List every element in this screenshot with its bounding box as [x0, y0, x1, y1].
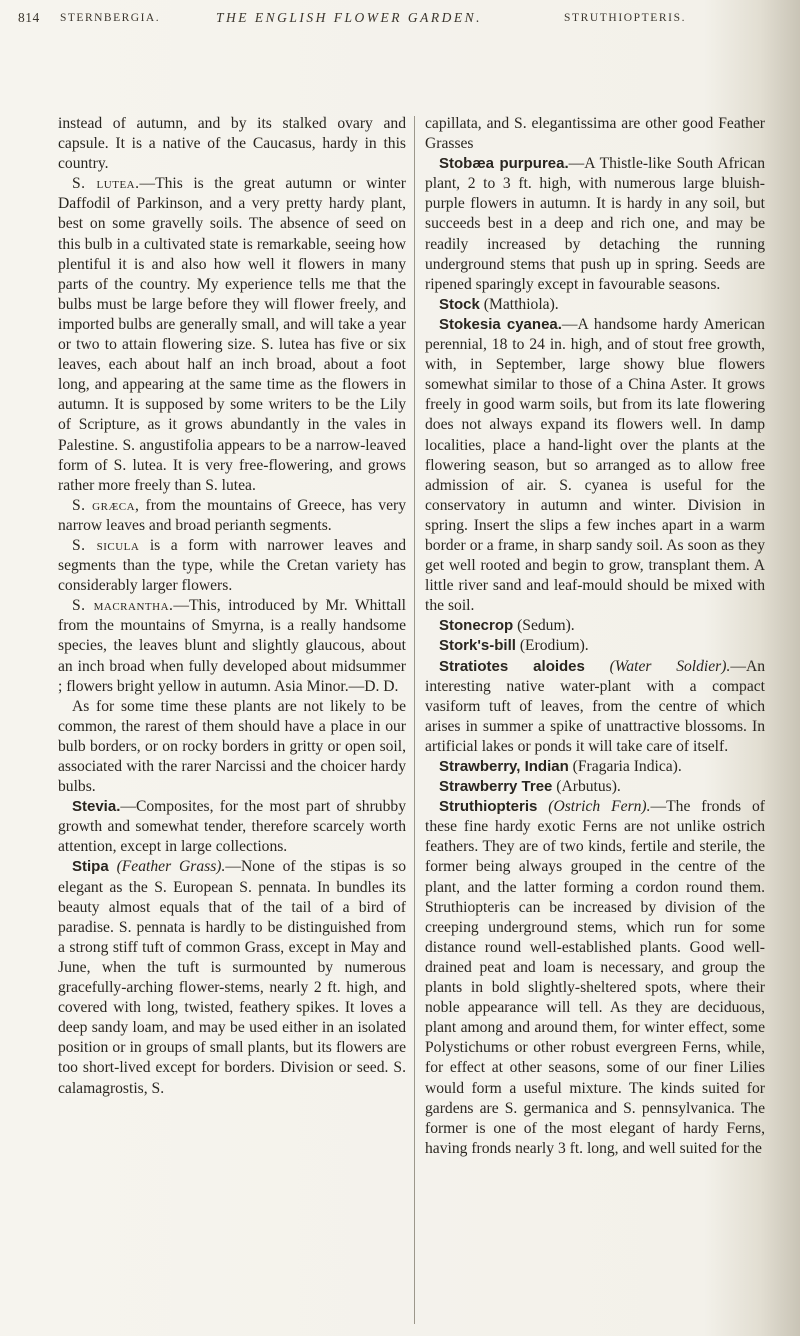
right-column: [425, 114, 765, 1159]
entry-text: (Sedum).: [513, 617, 575, 635]
entry-text: —This is the great autumn or winter Daffodil of Parkinson, and a very pretty hardy plant, best on some gravelly soils. The absence of seed on this bulb in a cultivated state is remarkable, seeing how plentiful it is and also how well it flowers in many parts of the country. My experience tells me that the bulbs must be large before they will flower freely, and imported bulbs are generally small, and will take a year or two to attain flowering size. S. lutea has five or six leaves, each about half an inch broad, about a foot long, and appearing at the same time as the flowers in autumn. It is supposed by some writers to be the Lily of Scripture, as it grows abundantly in the vales in Palestine. S. angustifolia appears to be a narrow-leaved form of S. lutea. It is very free-flowering, and grows rather more freely than S. lutea.: [58, 175, 406, 494]
common-name: (Water Soldier).: [609, 657, 731, 675]
entry-text: (Erodium).: [515, 637, 589, 655]
entry-stevia: [58, 797, 406, 857]
entry-stonecrop: [425, 616, 765, 636]
common-name: (Ostrich Fern).: [548, 798, 651, 816]
entry-strawberry-indian: [425, 757, 765, 777]
entry-text: is a form with narrower leaves and segments than the type, while the Cretan variety has considerably larger flowers.: [58, 536, 406, 595]
entry-sternbergia-sicula: [58, 536, 406, 596]
book-title: THE ENGLISH FLOWER GARDEN.: [216, 10, 482, 25]
left-catchword: STERNBERGIA.: [60, 12, 161, 24]
entry-text: —A Thistle-like South African plant, 2 to 3 ft. high, with numerous large bluish-purple flowers in autumn. It is hardy in any soil, but succeeds best in a deep and rich one, and may be readily increased by detaching the running underground stems that push up in spring. Seeds are ripened sparingly except in favourable seasons.: [425, 155, 765, 293]
entry-text: (Fragaria Indica).: [568, 758, 682, 775]
species-name: S. macrantha.: [72, 597, 174, 615]
entry-stock: [425, 295, 765, 315]
entry-heading: Stonecrop: [439, 617, 514, 635]
page-number: 814: [18, 10, 40, 25]
entry-heading: Strawberry Tree: [439, 778, 553, 796]
entry-stobaea: [425, 154, 765, 295]
entry-stokesia: [425, 315, 765, 616]
entry-heading: Struthiopteris: [439, 798, 538, 816]
species-name: S. græca,: [72, 496, 140, 514]
entry-sternbergia-graeca: [58, 496, 406, 536]
entry-heading: Strawberry, Indian: [439, 758, 569, 775]
entry-storksbill: [425, 636, 765, 656]
entry-strawberry-tree: [425, 777, 765, 797]
entry-text: (Matthiola).: [479, 295, 559, 313]
entry-sternbergia-lutea: [58, 174, 406, 496]
entry-text: —The fronds of these fine hardy exotic Ferns are not unlike ostrich feathers. They are of two kinds, fertile and sterile, the former being always grouped in the centre of the plant, and the latter forming a cordon round them. Struthiopteris can be increased by division of the creeping underground stems, which run for some distance round well-established plants. Good well-drained peat and loam is necessary, and group the plants in bold slightly-sheltered spots, where their noble appearance will tell. As they are deciduous, plant among and around them, for winter effect, some Polystichums or other robust evergreen Ferns, while, for effect at other seasons, some of our finer Lilies would form a useful mixture. The kinds suited for gardens are S. germanica and S. pennsylvanica. The former is one of the most elegant of hardy Ferns, having fronds nearly 3 ft. long, and well suited for the: [425, 798, 765, 1157]
common-name: (Feather Grass).: [116, 858, 226, 876]
entry-text: (Arbutus).: [552, 778, 621, 796]
entry-text: —Composites, for the most part of shrubby growth and somewhat tender, therefore scarcely worth attention, except in large collections.: [58, 798, 406, 856]
entry-text: —This, introduced by Mr. Whittall from the mountains of Smyrna, is a really handsome species, the leaves blunt and slightly glaucous, about an inch broad when fully developed about midsummer ; flowers bright yellow in autumn. Asia Minor.—D. D.: [58, 597, 407, 695]
entry-stratiotes: [425, 657, 765, 757]
right-catchword: STRUTHIOPTERIS.: [564, 12, 687, 24]
paragraph: capillata, and S. elegantissima are other good Feather Grasses: [425, 115, 765, 153]
entry-heading: Stevia.: [72, 798, 121, 816]
entry-text: —None of the stipas is so elegant as the S. European S. pennata. In bundles its beauty almost equals that of the tail of a bird of paradise. S. pennata is hardly to be distinguished from a strong stiff tuft of common Grass, except in May and June, when the tuft is surmounted by numerous gracefully-arching flower-stems, nearly 2 ft. high, and covered with long, twisted, feathery spikes. It loves a deep sandy loam, and may be used either in an isolated position or in groups of small plants, but its flowers are too short-lived except for borders. Division or seed. S. calamagrostis, S.: [58, 858, 406, 1097]
entry-heading: Stock: [439, 295, 480, 313]
entry-struthiopteris: [425, 797, 765, 1159]
entry-heading: Stork's-bill: [439, 637, 516, 655]
running-head: [18, 10, 770, 32]
column-rule: [414, 116, 415, 1324]
entry-sternbergia-macrantha: [58, 596, 406, 696]
paragraph: As for some time these plants are not likely to be common, the rarest of them should have a place in our bulb borders, or on rocky borders in gritty or open soil, associated with the rarer Narcissi and the choicer hardy bulbs.: [58, 697, 406, 796]
entry-stipa: [58, 857, 406, 1098]
entry-text: —An interesting native water-plant with a compact vasiform tuft of leaves, from the centre of which arises in summer a spike of unattractive blossoms. In artificial lakes or ponds it will take care of itself.: [425, 657, 765, 755]
paragraph: instead of autumn, and by its stalked ovary and capsule. It is a native of the Caucasus, hardy in this country.: [58, 115, 406, 173]
entry-text: from the mountains of Greece, has very narrow leaves and broad perianth segments.: [58, 496, 406, 534]
left-column: [58, 114, 406, 1099]
entry-heading: Stipa: [72, 858, 109, 876]
entry-heading: Stobæa purpurea.: [439, 155, 569, 173]
species-name: S. sicula: [72, 536, 140, 554]
entry-heading: Stokesia cyanea.: [439, 315, 562, 333]
species-name: S. lutea.: [72, 175, 140, 193]
entry-text: —A handsome hardy American perennial, 18 to 24 in. high, and of stout free growth, with, in September, large showy blue flowers somewhat similar to those of a China Aster. It grows freely in good warm soils, but from its late flowering does not always expand its flowers well. In damp localities, place a hand-light over the plants at the flowering season, but so arranged as to allow free admission of air. S. cyanea is useful for the conservatory in autumn and winter. Division in spring. Insert the slips a few inches apart in a warm border or a frame, in sharp sandy soil. As soon as they get well rooted and begin to grow, transplant them. A little river sand and leaf-mould should be mixed with the soil.: [425, 315, 765, 615]
entry-heading: Stratiotes aloides: [439, 657, 585, 675]
